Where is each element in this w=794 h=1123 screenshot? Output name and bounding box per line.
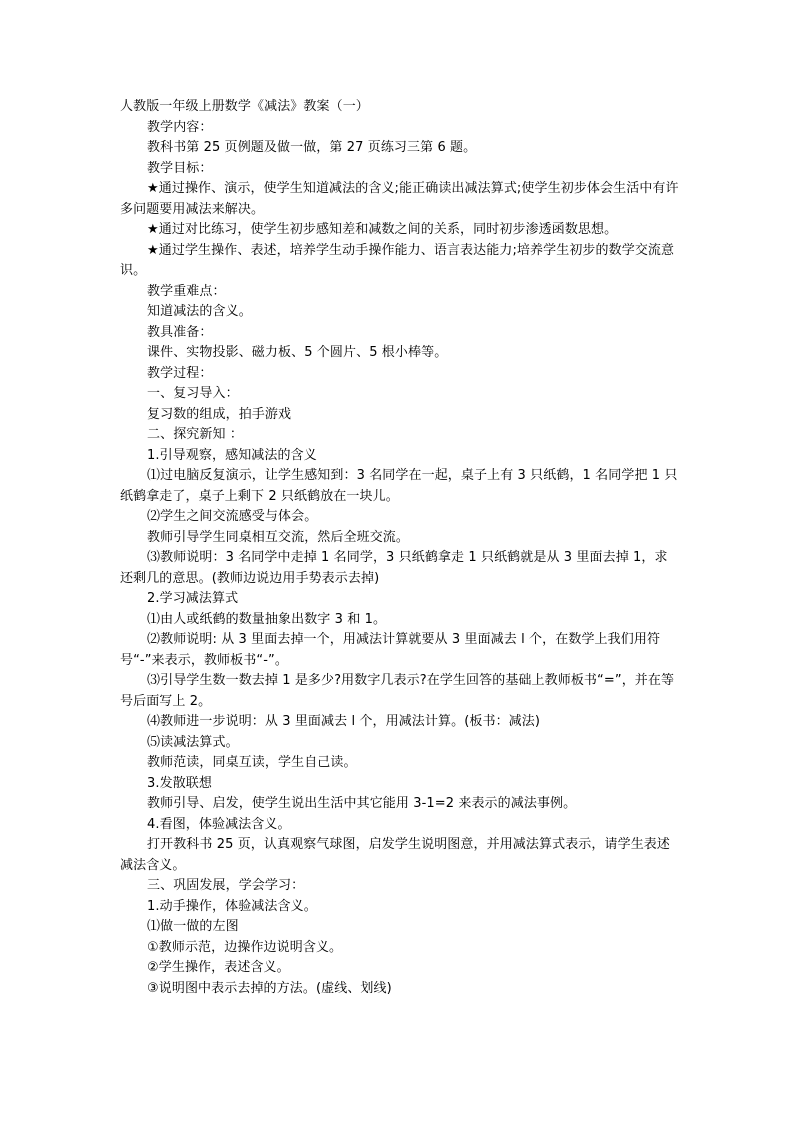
paragraph: ★通过操作、演示，使学生知道减法的含义;能正确读出减法算式;使学生初步体会生活中有许多问题要用减法来解决。 [120, 181, 679, 217]
heading-teaching-goals: 教学目标： [147, 160, 213, 176]
paragraph: 教师引导、启发，使学生说出生活中其它能用 3-1=2 来表示的减法事例。 [147, 796, 577, 811]
paragraph: ★通过学生操作、表述，培养学生动手操作能力、语言表达能力;培养学生初步的数学交流意识。 [120, 242, 675, 278]
subsection-heading: 3.发散联想 [147, 775, 213, 791]
paragraph: ★通过对比练习，使学生初步感知差和减数之间的关系，同时初步渗透函数思想。 [147, 222, 618, 237]
section-heading: 一、复习导入： [147, 386, 239, 401]
paragraph: ②学生操作，表述含义。 [147, 960, 290, 975]
paragraph: ⑸读减法算式。 [147, 734, 239, 750]
subsection-heading: 1.动手操作，体验减法含义。 [147, 898, 317, 914]
paragraph: 教师引导学生同桌相互交流，然后全班交流。 [147, 529, 410, 545]
paragraph: 打开教科书 25 页，认真观察气球图，启发学生说明图意，并用减法算式表示，请学生表述减法含义。 [120, 837, 671, 873]
paragraph: 教师范读，同桌互读，学生自己读。 [147, 755, 357, 770]
paragraph: ⑴由人或纸鹤的数量抽象出数字 3 和 1。 [147, 611, 387, 627]
paragraph: ③说明图中表示去掉的方法。(虚线、划线) [147, 980, 392, 996]
paragraph: 教科书第 25 页例题及做一做，第 27 页练习三第 6 题。 [147, 140, 477, 155]
paragraph: ⑵教师说明: 从 3 里面去掉一个，用减法计算就要从 3 里面减去 l 个，在数学上我们用符号“-”来表示，教师板书“-”。 [120, 632, 661, 668]
paragraph: ⑴过电脑反复演示，让学生感知到：3 名同学在一起，桌子上有 3 只纸鹤，1 名同学把 1 只纸鹤拿走了，桌子上剩下 2 只纸鹤放在一块儿。 [120, 468, 678, 504]
paragraph: ⑴做一做的左图 [147, 919, 239, 934]
section-heading: 三、巩固发展，学会学习： [147, 878, 305, 893]
subsection-heading: 4.看图，体验减法含义。 [147, 816, 291, 832]
paragraph: 知道减法的含义。 [147, 304, 252, 319]
paragraph: 复习数的组成，拍手游戏 [147, 406, 292, 422]
paragraph: ⑶教师说明：3 名同学中走掉 1 名同学，3 只纸鹤拿走 1 只纸鹤就是从 3 里面去掉 1，求还剩几的意思。(教师边说边用手势表示去掉) [120, 550, 668, 586]
subsection-heading: 1.引导观察，感知减法的含义 [147, 447, 317, 463]
section-heading: 二、探究新知 ： [147, 427, 243, 442]
heading-key-points: 教学重难点： [147, 283, 226, 299]
paragraph: ⑶引导学生数一数去掉 1 是多少?用数字几表示?在学生回答的基础上教师板书“=”，并在等号后面写上 2。 [120, 673, 675, 709]
paragraph: ①教师示范，边操作边说明含义。 [147, 939, 343, 955]
paragraph: ⑷教师进一步说明：从 3 里面减去 l 个，用减法计算。(板书：减法) [147, 714, 541, 729]
heading-process: 教学过程： [147, 365, 213, 381]
paragraph: 课件、实物投影、磁力板、5 个圆片、5 根小棒等。 [147, 345, 448, 360]
document-body [120, 97, 680, 999]
heading-teaching-content: 教学内容： [147, 119, 213, 135]
document-title: 人教版一年级上册数学《减法》教案（一） [120, 99, 369, 114]
heading-materials: 教具准备： [147, 324, 213, 340]
paragraph: ⑵学生之间交流感受与体会。 [147, 509, 318, 524]
subsection-heading: 2.学习减法算式 [147, 591, 239, 606]
